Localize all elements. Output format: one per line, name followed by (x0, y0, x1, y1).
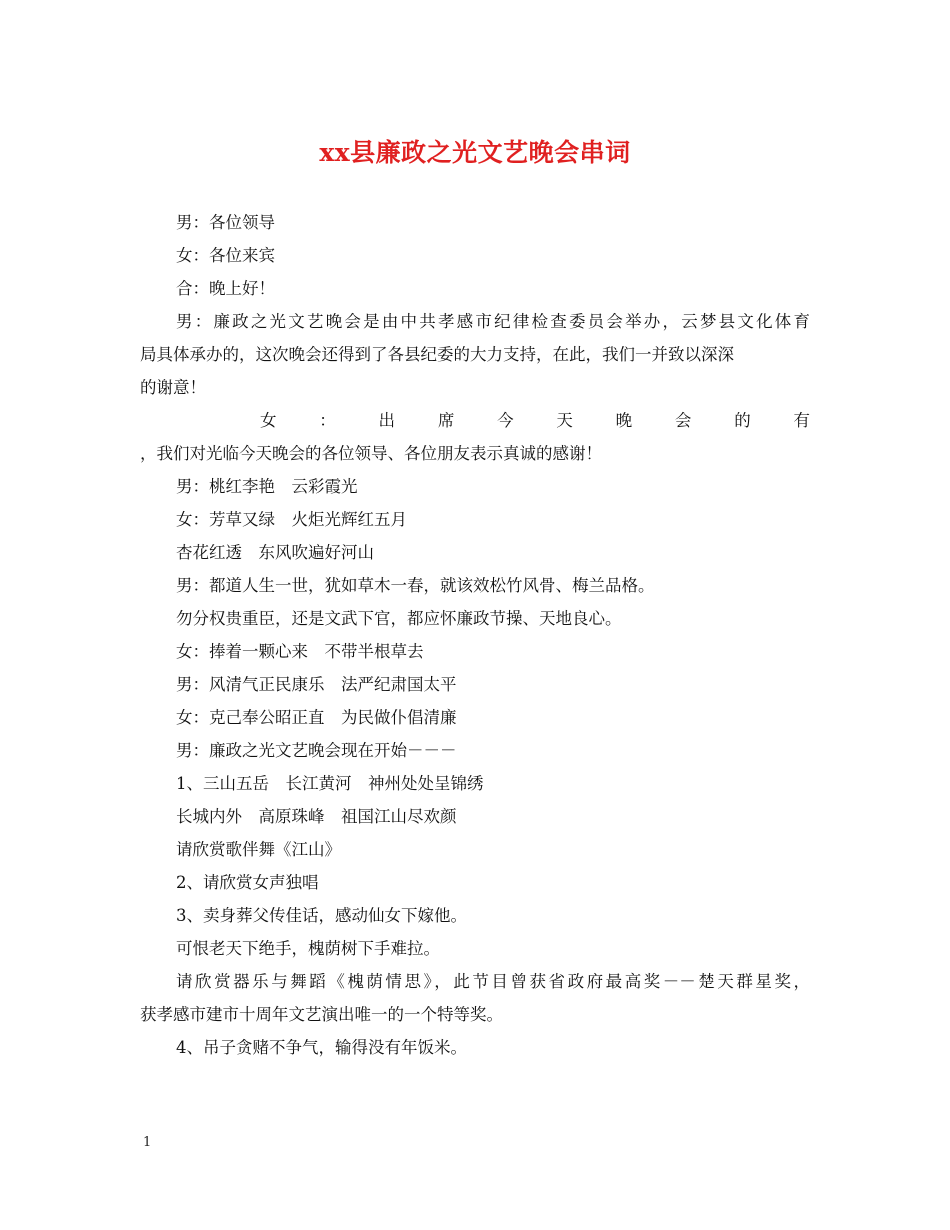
paragraph-line: 2、请欣赏女声独唱 (176, 873, 319, 892)
document-title: xx县廉政之光文艺晚会串词 (319, 138, 631, 167)
paragraph-line: 请欣赏器乐与舞蹈《槐荫情思》，此节目曾获省政府最高奖－－楚天群星奖， (176, 972, 810, 991)
paragraph-line: 男：桃红李艳 云彩霞光 (176, 477, 358, 496)
paragraph-line: 杏花红透 东风吹遍好河山 (176, 543, 374, 562)
paragraph-line: 局具体承办的，这次晚会还得到了各县纪委的大力支持，在此，我们一并致以深深 (140, 345, 734, 364)
paragraph-line: 长城内外 高原珠峰 祖国江山尽欢颜 (176, 807, 457, 826)
paragraph-line: 女 ： 出 席 今 天 晚 会 的 有 (260, 411, 810, 430)
paragraph-line: 男：都道人生一世，犹如草木一春，就该效松竹风骨、梅兰品格。 (176, 576, 655, 595)
paragraph-line: 勿分权贵重臣，还是文武下官，都应怀廉政节操、天地良心。 (176, 609, 622, 628)
paragraph-line: 女：克己奉公昭正直 为民做仆倡清廉 (176, 708, 457, 727)
paragraph-line: 可恨老天下绝手，槐荫树下手难拉。 (176, 939, 440, 958)
paragraph-line: 男：廉政之光文艺晚会是由中共孝感市纪律检查委员会举办，云梦县文化体育 (176, 312, 810, 331)
paragraph-line: ，我们对光临今天晚会的各位领导、各位朋友表示真诚的感谢！ (140, 444, 602, 463)
paragraph-line: 女：捧着一颗心来 不带半根草去 (176, 642, 424, 661)
paragraph-line: 3、卖身葬父传佳话，感动仙女下嫁他。 (176, 906, 467, 925)
document-body (140, 206, 810, 1064)
paragraph-line: 男：廉政之光文艺晚会现在开始－－－ (176, 741, 457, 760)
paragraph-line: 男：各位领导 (176, 213, 275, 232)
paragraph-line: 的谢意！ (140, 378, 206, 397)
paragraph-line: 请欣赏歌伴舞《江山》 (176, 840, 341, 859)
paragraph-line: 合：晚上好！ (176, 279, 275, 298)
paragraph-line: 女：芳草又绿 火炬光辉红五月 (176, 510, 407, 529)
paragraph-line: 4、吊子贪赌不争气，输得没有年饭米。 (176, 1038, 467, 1057)
page-number: 1 (143, 1135, 152, 1150)
paragraph-line: 女：各位来宾 (176, 246, 275, 265)
paragraph-line: 1、三山五岳 长江黄河 神州处处呈锦绣 (176, 774, 484, 793)
paragraph-line: 获孝感市建市十周年文艺演出唯一的一个特等奖。 (140, 1005, 503, 1024)
paragraph-line: 男：风清气正民康乐 法严纪肃国太平 (176, 675, 457, 694)
